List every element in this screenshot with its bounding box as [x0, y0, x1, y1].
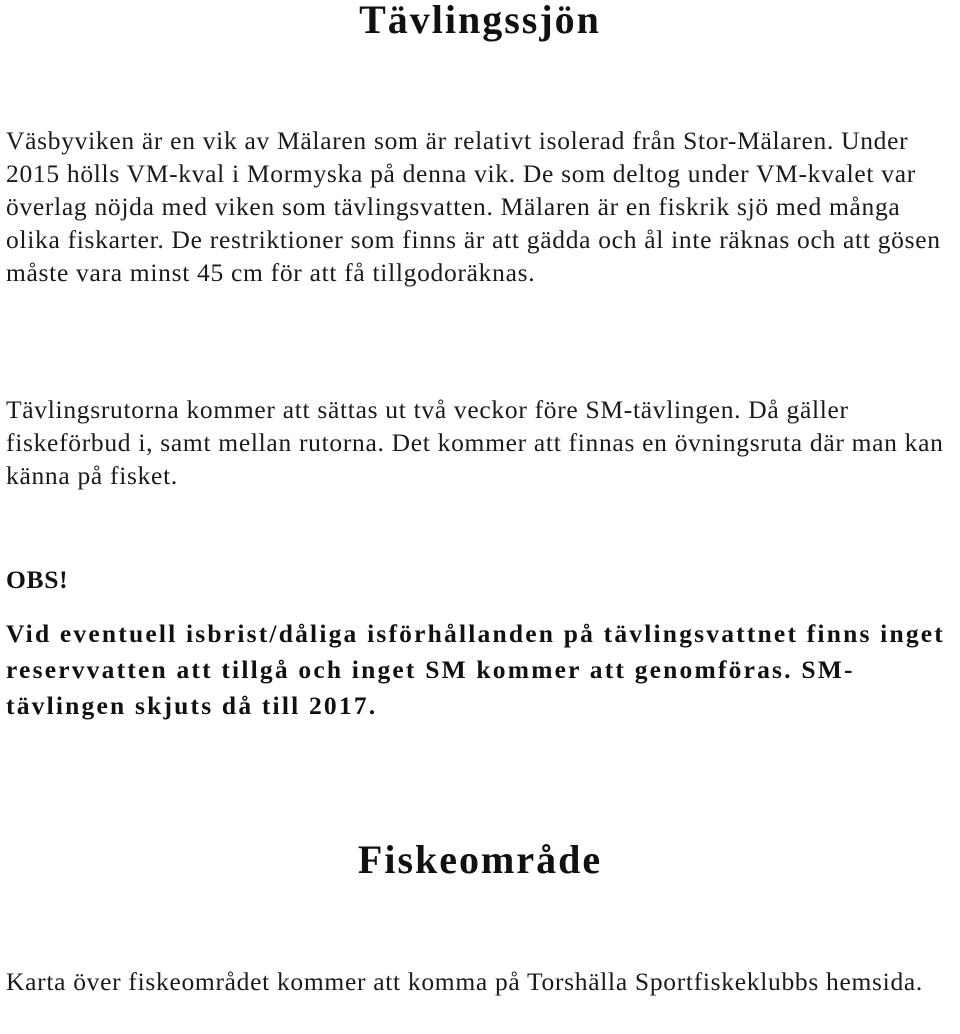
section-title-fiskeomrade: Fiskeområde — [357, 837, 603, 882]
warning-paragraph: Vid eventuell isbrist/dåliga isförhållanden på tävlingsvattnet finns inget reservvatten att tillgå och inget SM kommer att genomföras. SM-tävlingen skjuts då till 2017. — [6, 619, 945, 720]
body-paragraph: Tävlingsrutorna kommer att sättas ut två veckor före SM-tävlingen. Då gäller fiskeförbud i, samt mellan rutorna. Det kommer att finnas en övningsruta där man kan känna på fisket. — [6, 395, 944, 490]
body-paragraph: Karta över fiskeområdet kommer att komma på Torshälla Sportfiskeklubbs hemsida. — [6, 967, 923, 996]
obs-label: OBS! — [6, 565, 69, 594]
body-paragraph: Väsbyviken är en vik av Mälaren som är relativt isolerad från Stor-Mälaren. Under 2015 hölls VM-kval i Mormyska på denna vik. De som deltog under VM-kvalet var överlag nöjda med viken som tävlingsvatten. Mälaren är en fiskrik sjö med många olika fiskarter. De restriktioner som finns är att gädda och ål inte räknas och att gösen måste vara minst 45 cm för att få tillgodoräknas. — [6, 126, 941, 287]
section-title-tavlingssjon: Tävlingssjön — [359, 0, 601, 42]
